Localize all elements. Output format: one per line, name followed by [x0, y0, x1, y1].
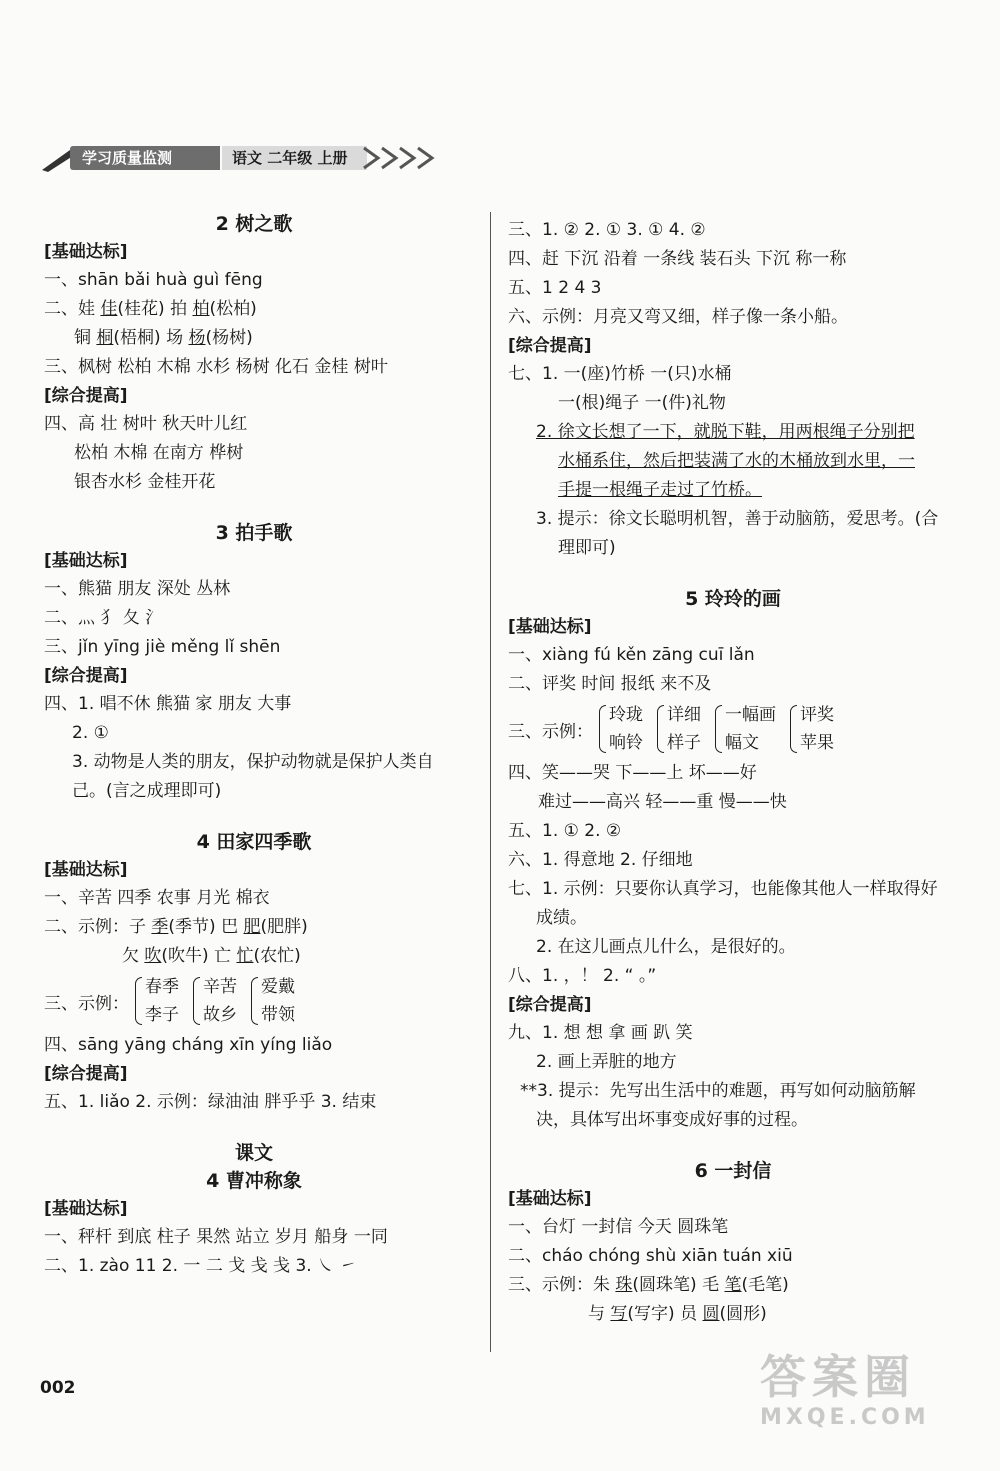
brace-answer: 三、示例： 春季 李子 辛苦 故乡 爱戴 带领 [44, 971, 464, 1031]
lesson-title: 3 拍手歌 [215, 522, 293, 544]
right-column [508, 216, 958, 1329]
header-brand: 学习质量监测 [70, 146, 220, 170]
answer-line: 一、熊猫 朋友 深处 丛林 [44, 579, 231, 599]
section-label: [综合提高] [44, 666, 128, 686]
answer-line: 2. ① [72, 723, 109, 743]
section-label: [基础达标] [44, 242, 128, 262]
answer-line: 二、cháo chóng shù xiān tuán xiū [508, 1246, 793, 1266]
section-label: [基础达标] [508, 1189, 592, 1209]
section-label: [综合提高] [44, 1064, 128, 1084]
answer-line: **3. 提示：先写出生活中的难题，再写如何动脑筋解 [520, 1081, 916, 1101]
section-label: [综合提高] [508, 995, 592, 1015]
chevrons-icon [360, 144, 440, 172]
answer-line: 三、jǐn yīng jiè měng lǐ shēn [44, 637, 281, 657]
answer-line: 四、赶 下沉 沿着 一条线 装石头 下沉 称一称 [508, 249, 847, 269]
column-divider [490, 212, 491, 1352]
answer-line: 四、高 壮 树叶 秋天叶儿红 [44, 414, 248, 434]
section-label: [基础达标] [44, 551, 128, 571]
lesson-title: 5 玲玲的画 [685, 588, 781, 610]
answer-line: 七、1. 一(座)竹桥 一(只)水桶 [508, 364, 732, 384]
answer-line: 八、1. ，！ 2. “ 。” [508, 966, 657, 986]
answer-line: 四、笑——哭 下——上 坏——好 [508, 763, 757, 783]
page-number: 002 [40, 1378, 76, 1398]
answer-line: 成绩。 [536, 908, 587, 928]
brace-group: 爱戴 带领 [251, 973, 295, 1029]
section-label: [基础达标] [44, 860, 128, 880]
header-subject: 语文 二年级 上册 [222, 146, 367, 170]
answer-line: 己。(言之成理即可) [72, 781, 222, 801]
answer-line: 一、xiàng fú kěn zāng cuī lǎn [508, 645, 755, 665]
answer-line: 二、评奖 时间 报纸 来不及 [508, 674, 712, 694]
answer-line: 四、sāng yāng cháng xīn yíng liǎo [44, 1035, 333, 1055]
brace-group: 详细 样子 [657, 701, 701, 757]
answer-line: 一、秤杆 到底 柱子 果然 站立 岁月 船身 一同 [44, 1227, 388, 1247]
answer-line: 手提一根绳子走过了竹桥。 [558, 480, 762, 500]
brace-group: 春季 李子 [135, 973, 179, 1029]
unit-title: 课文 [234, 1142, 273, 1164]
section-label: [基础达标] [44, 1199, 128, 1219]
answer-line: 2. 在这儿画点儿什么，是很好的。 [536, 937, 796, 957]
answer-line: 一、辛苦 四季 农事 月光 棉衣 [44, 888, 270, 908]
brace-group: 玲珑 响铃 [599, 701, 643, 757]
answer-line: 水桶系住，然后把装满了水的木桶放到水里，一 [558, 451, 915, 471]
lesson-title: 6 一封信 [694, 1160, 772, 1182]
answer-line: 九、1. 想 想 拿 画 趴 笑 [508, 1023, 693, 1043]
answer-line: 2. 徐文长想了一下，就脱下鞋，用两根绳子分别把 [536, 422, 915, 442]
page-header [40, 140, 400, 176]
answer-line: 理即可) [558, 538, 616, 558]
answer-line: 松柏 木棉 在南方 桦树 [74, 443, 244, 463]
left-column [44, 210, 464, 1281]
answer-line: 三、示例：朱 珠(圆珠笔) 毛 笔(毛笔) [508, 1275, 789, 1295]
answer-line: 七、1. 示例：只要你认真学习，也能像其他人一样取得好 [508, 879, 938, 899]
lesson-title: 4 曹冲称象 [206, 1170, 302, 1192]
answer-line: 欠 吹(吹牛) 亡 忙(农忙) [122, 946, 301, 966]
section-label: [基础达标] [508, 617, 592, 637]
answer-line: 四、1. 唱不休 熊猫 家 朋友 大事 [44, 694, 292, 714]
answer-line: 3. 提示：徐文长聪明机智，善于动脑筋，爱思考。(合 [536, 509, 939, 529]
answer-line: 五、1. ① 2. ② [508, 821, 622, 841]
answer-line: 五、1. liǎo 2. 示例：绿油油 胖乎乎 3. 结束 [44, 1092, 377, 1112]
answer-line: 六、1. 得意地 2. 仔细地 [508, 850, 693, 870]
answer-line: 一(根)绳子 一(件)礼物 [558, 393, 726, 413]
answer-line: 一、shān bǎi huà guì fēng [44, 270, 263, 290]
answer-line: 三、1. ② 2. ① 3. ① 4. ② [508, 220, 706, 240]
brace-group: 一幅画 幅文 [715, 701, 776, 757]
answer-line: 二、娃 佳(桂花) 拍 柏(松柏) [44, 299, 257, 319]
brace-group: 评奖 苹果 [790, 701, 834, 757]
answer-line: 五、1 2 4 3 [508, 278, 602, 298]
answer-line: 难过——高兴 轻——重 慢——快 [538, 792, 787, 812]
lesson-title: 4 田家四季歌 [196, 831, 312, 853]
answer-line: 二、示例：子 季(季节) 巴 肥(肥胖) [44, 917, 308, 937]
brace-group: 辛苦 故乡 [193, 973, 237, 1029]
answer-line: 3. 动物是人类的朋友，保护动物就是保护人类自 [72, 752, 434, 772]
answer-line: 银杏水杉 金桂开花 [74, 472, 216, 492]
answer-line: 一、台灯 一封信 今天 圆珠笔 [508, 1217, 729, 1237]
section-label: [综合提高] [44, 386, 128, 406]
answer-line: 六、示例：月亮又弯又细，样子像一条小船。 [508, 307, 848, 327]
answer-line: 二、1. zào 11 2. ⼀ ⼆ ⼽ 戋 戋 3. ㇏ ㇀ [44, 1256, 357, 1276]
brace-answer: 三、示例： 玲珑 响铃 详细 样子 一幅画 幅文 评奖 苹果 [508, 699, 958, 759]
section-label: [综合提高] [508, 336, 592, 356]
answer-line: 三、枫树 松柏 木棉 水杉 杨树 化石 金桂 树叶 [44, 357, 388, 377]
answer-line: 二、灬 犭 夂 氵 [44, 608, 163, 628]
answer-line: 铜 桐(梧桐) 场 杨(杨树) [74, 328, 253, 348]
answer-line: 2. 画上弄脏的地方 [536, 1052, 677, 1072]
lesson-title: 2 树之歌 [215, 213, 293, 235]
answer-line: 决，具体写出坏事变成好事的过程。 [536, 1110, 808, 1130]
site-watermark: 答案圈 MXQE.COM [760, 1350, 930, 1430]
answer-line: 与 写(写字) 员 圆(圆形) [588, 1304, 767, 1324]
